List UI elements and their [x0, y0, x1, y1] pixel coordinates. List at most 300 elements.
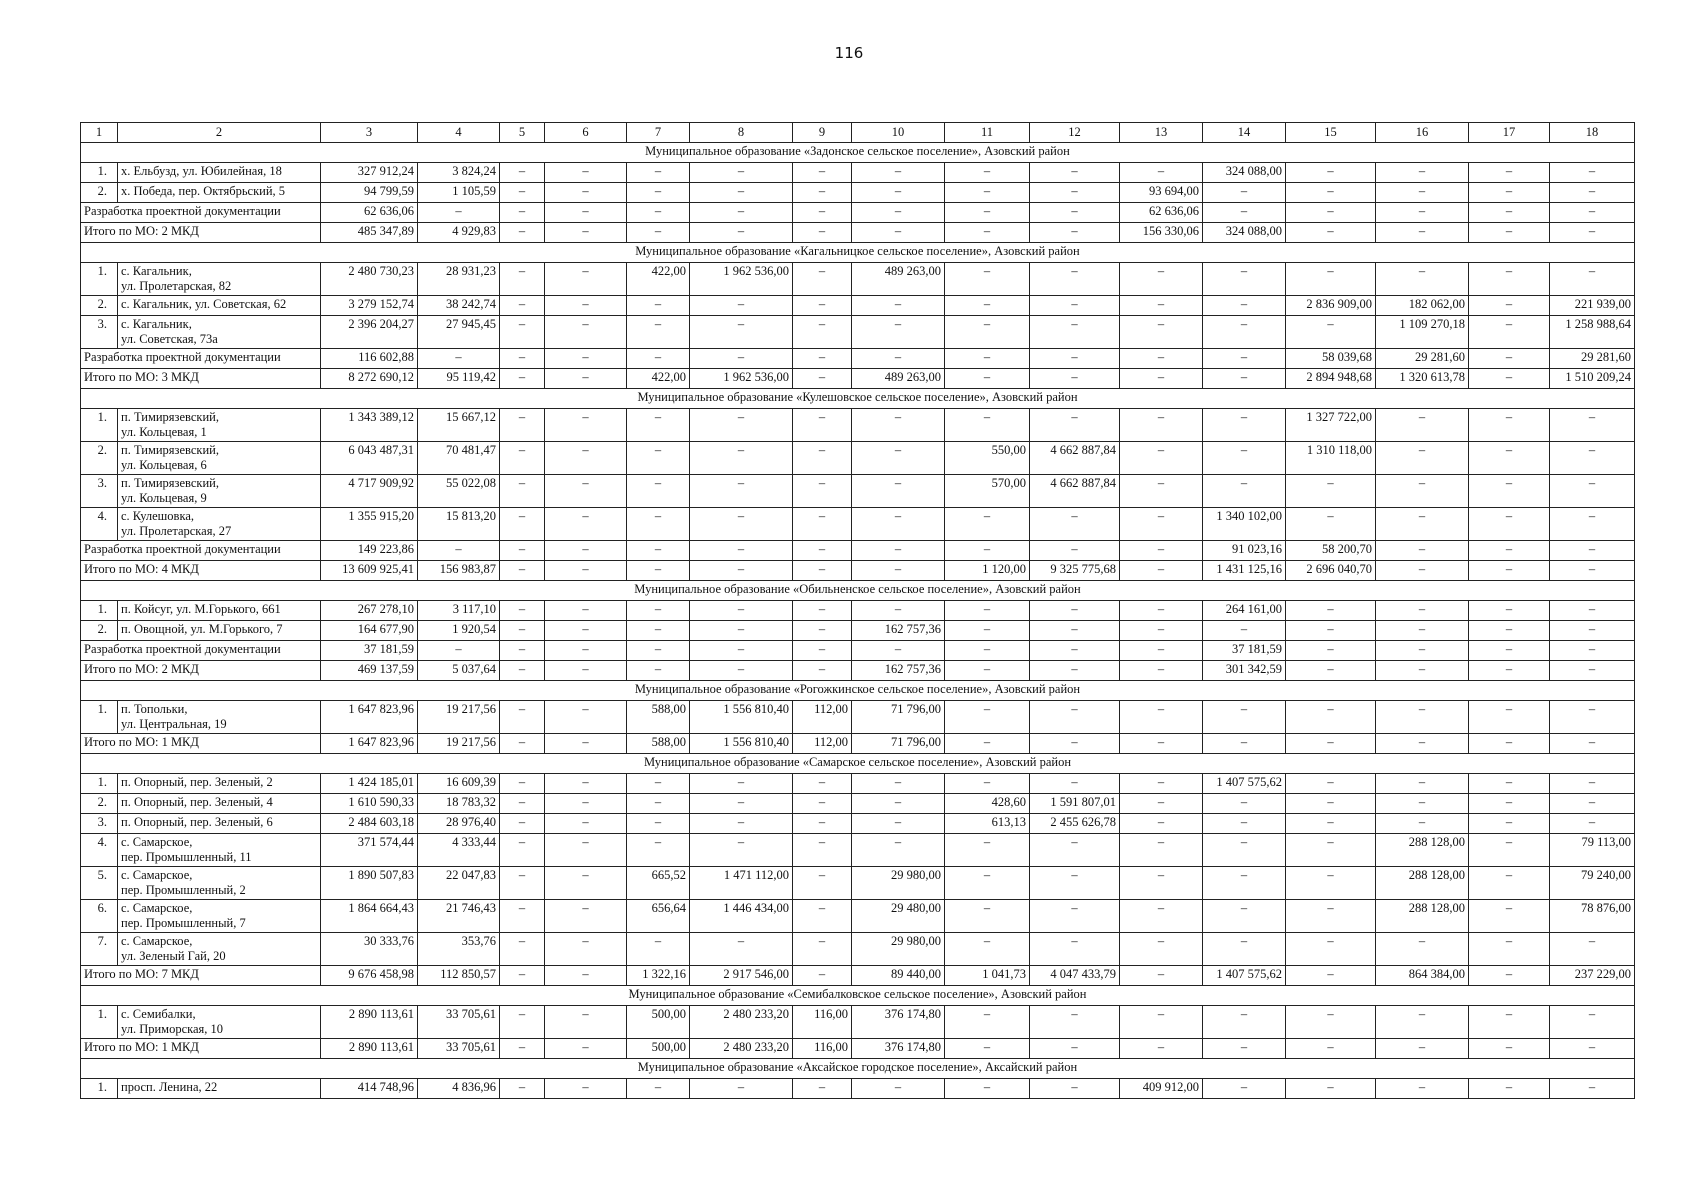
amount-cell: – [500, 263, 545, 296]
amount-cell: 3 279 152,74 [321, 296, 418, 316]
amount-cell: – [1030, 296, 1120, 316]
amount-cell: 1 407 575,62 [1203, 966, 1286, 986]
amount-cell: – [545, 475, 627, 508]
municipality-title: Муниципальное образование «Рогожкинское сельское поселение», Азовский район [81, 681, 1635, 701]
municipality-section-row [81, 986, 1635, 1006]
amount-cell: – [1286, 867, 1376, 900]
amount-cell: – [1203, 296, 1286, 316]
amount-cell: – [945, 508, 1030, 541]
amount-cell: – [500, 933, 545, 966]
amount-cell: 71 796,00 [852, 734, 945, 754]
amount-cell: – [690, 661, 793, 681]
amount-cell: – [1030, 661, 1120, 681]
amount-cell: 58 200,70 [1286, 541, 1376, 561]
amount-cell: 4 717 909,92 [321, 475, 418, 508]
amount-cell: – [1550, 661, 1635, 681]
summary-row [81, 223, 1635, 243]
building-row [81, 263, 1635, 296]
amount-cell: 1 120,00 [945, 561, 1030, 581]
amount-cell: – [1203, 1079, 1286, 1099]
amount-cell: – [1550, 621, 1635, 641]
amount-cell: – [793, 867, 852, 900]
amount-cell: – [627, 661, 690, 681]
amount-cell: – [793, 641, 852, 661]
column-number-header: 4 [418, 123, 500, 143]
amount-cell: – [1030, 621, 1120, 641]
amount-cell: – [690, 316, 793, 349]
amount-cell: – [1120, 1039, 1203, 1059]
amount-cell: 116,00 [793, 1006, 852, 1039]
amount-cell: – [1376, 1079, 1469, 1099]
amount-cell: 78 876,00 [1550, 900, 1635, 933]
row-number: 7. [81, 933, 118, 966]
amount-cell: – [545, 561, 627, 581]
amount-cell: – [1030, 1079, 1120, 1099]
amount-cell: – [690, 814, 793, 834]
amount-cell: – [793, 900, 852, 933]
amount-cell: – [945, 183, 1030, 203]
amount-cell: – [1030, 1039, 1120, 1059]
column-number-header: 15 [1286, 123, 1376, 143]
row-number: 5. [81, 867, 118, 900]
amount-cell: 33 705,61 [418, 1039, 500, 1059]
amount-cell: – [1376, 933, 1469, 966]
row-number: 2. [81, 296, 118, 316]
amount-cell: – [1469, 814, 1550, 834]
page-number: 116 [834, 44, 864, 62]
amount-cell: – [500, 661, 545, 681]
building-address: п. Овощной, ул. М.Горького, 7 [118, 621, 321, 641]
amount-cell: – [1203, 442, 1286, 475]
building-address: п. Топольки, ул. Центральная, 19 [118, 701, 321, 734]
amount-cell: – [1203, 369, 1286, 389]
amount-cell: – [690, 409, 793, 442]
amount-cell: – [1120, 541, 1203, 561]
amount-cell: – [1469, 1079, 1550, 1099]
amount-cell: 237 229,00 [1550, 966, 1635, 986]
amount-cell: 116,00 [793, 1039, 852, 1059]
amount-cell: – [627, 601, 690, 621]
amount-cell: 469 137,59 [321, 661, 418, 681]
amount-cell: 2 894 948,68 [1286, 369, 1376, 389]
amount-cell: 8 272 690,12 [321, 369, 418, 389]
building-address: с. Самарское, пер. Промышленный, 2 [118, 867, 321, 900]
amount-cell: 2 890 113,61 [321, 1039, 418, 1059]
amount-cell: – [1376, 203, 1469, 223]
amount-cell: – [1203, 794, 1286, 814]
amount-cell: – [627, 508, 690, 541]
amount-cell: 91 023,16 [1203, 541, 1286, 561]
amount-cell: – [1469, 349, 1550, 369]
amount-cell: – [545, 442, 627, 475]
amount-cell: – [1469, 641, 1550, 661]
amount-cell: – [1286, 263, 1376, 296]
amount-cell: 409 912,00 [1120, 1079, 1203, 1099]
amount-cell: – [793, 442, 852, 475]
amount-cell: – [1469, 296, 1550, 316]
amount-cell: 1 109 270,18 [1376, 316, 1469, 349]
amount-cell: – [1286, 834, 1376, 867]
amount-cell: – [1286, 900, 1376, 933]
amount-cell: – [545, 966, 627, 986]
row-number: 1. [81, 1079, 118, 1099]
amount-cell: 19 217,56 [418, 734, 500, 754]
amount-cell: – [500, 316, 545, 349]
amount-cell: – [1286, 316, 1376, 349]
amount-cell: – [1120, 794, 1203, 814]
amount-cell: – [500, 349, 545, 369]
amount-cell: – [1376, 561, 1469, 581]
amount-cell: – [852, 349, 945, 369]
amount-cell: – [945, 601, 1030, 621]
amount-cell: – [793, 661, 852, 681]
amount-cell: 55 022,08 [418, 475, 500, 508]
amount-cell: – [500, 734, 545, 754]
amount-cell: – [1286, 1039, 1376, 1059]
amount-cell: – [690, 349, 793, 369]
amount-cell: – [500, 183, 545, 203]
amount-cell: – [945, 163, 1030, 183]
row-number: 4. [81, 508, 118, 541]
amount-cell: – [1030, 774, 1120, 794]
amount-cell: – [690, 541, 793, 561]
amount-cell: – [690, 296, 793, 316]
amount-cell: – [1376, 621, 1469, 641]
amount-cell: – [1550, 814, 1635, 834]
amount-cell: 27 945,45 [418, 316, 500, 349]
amount-cell: 485 347,89 [321, 223, 418, 243]
amount-cell: 2 480 233,20 [690, 1039, 793, 1059]
amount-cell: – [852, 561, 945, 581]
building-address: с. Самарское, пер. Промышленный, 11 [118, 834, 321, 867]
amount-cell: – [1550, 508, 1635, 541]
amount-cell: – [1030, 641, 1120, 661]
housing-repair-table [80, 122, 1635, 1099]
amount-cell: – [1203, 933, 1286, 966]
amount-cell: – [793, 601, 852, 621]
amount-cell: – [1286, 774, 1376, 794]
building-row [81, 442, 1635, 475]
amount-cell: 112,00 [793, 734, 852, 754]
amount-cell: – [1203, 834, 1286, 867]
amount-cell: – [793, 163, 852, 183]
building-row [81, 834, 1635, 867]
amount-cell: – [1286, 601, 1376, 621]
amount-cell: – [1550, 442, 1635, 475]
amount-cell: – [627, 774, 690, 794]
column-number-header: 10 [852, 123, 945, 143]
building-row [81, 621, 1635, 641]
amount-cell: – [500, 834, 545, 867]
amount-cell: – [1203, 734, 1286, 754]
amount-cell: – [945, 349, 1030, 369]
amount-cell: – [500, 1006, 545, 1039]
building-address: п. Тимирязевский, ул. Кольцевая, 9 [118, 475, 321, 508]
amount-cell: 288 128,00 [1376, 834, 1469, 867]
amount-cell: – [545, 621, 627, 641]
building-row [81, 867, 1635, 900]
column-number-header: 9 [793, 123, 852, 143]
building-address: с. Кагальник, ул. Пролетарская, 82 [118, 263, 321, 296]
amount-cell: – [945, 409, 1030, 442]
amount-cell: – [1030, 316, 1120, 349]
amount-cell: – [500, 621, 545, 641]
row-number: 1. [81, 163, 118, 183]
amount-cell: 371 574,44 [321, 834, 418, 867]
amount-cell: 500,00 [627, 1006, 690, 1039]
amount-cell: – [1030, 508, 1120, 541]
amount-cell: 422,00 [627, 369, 690, 389]
amount-cell: – [500, 641, 545, 661]
amount-cell: 4 836,96 [418, 1079, 500, 1099]
municipality-section-row [81, 243, 1635, 263]
amount-cell: – [545, 369, 627, 389]
amount-cell: – [500, 867, 545, 900]
summary-label: Итого по МО: 2 МКД [81, 661, 321, 681]
summary-row [81, 203, 1635, 223]
amount-cell: – [793, 183, 852, 203]
amount-cell: 30 333,76 [321, 933, 418, 966]
amount-cell: – [418, 541, 500, 561]
amount-cell: – [500, 541, 545, 561]
amount-cell: 116 602,88 [321, 349, 418, 369]
amount-cell: 1 471 112,00 [690, 867, 793, 900]
building-row [81, 601, 1635, 621]
amount-cell: – [1376, 701, 1469, 734]
amount-cell: 327 912,24 [321, 163, 418, 183]
amount-cell: – [500, 442, 545, 475]
building-row [81, 316, 1635, 349]
amount-cell: 37 181,59 [1203, 641, 1286, 661]
amount-cell: 15 813,20 [418, 508, 500, 541]
amount-cell: – [1469, 701, 1550, 734]
amount-cell: 156 330,06 [1120, 223, 1203, 243]
amount-cell: 162 757,36 [852, 661, 945, 681]
summary-label: Разработка проектной документации [81, 203, 321, 223]
amount-cell: – [1550, 1079, 1635, 1099]
amount-cell: 1 041,73 [945, 966, 1030, 986]
amount-cell: – [1286, 475, 1376, 508]
amount-cell: – [1469, 966, 1550, 986]
amount-cell: 288 128,00 [1376, 900, 1469, 933]
amount-cell: 2 480 730,23 [321, 263, 418, 296]
amount-cell: – [793, 263, 852, 296]
amount-cell: – [627, 183, 690, 203]
amount-cell: – [1550, 794, 1635, 814]
amount-cell: – [852, 223, 945, 243]
municipality-section-row [81, 681, 1635, 701]
amount-cell: – [1286, 701, 1376, 734]
amount-cell: – [1469, 1039, 1550, 1059]
amount-cell: – [1469, 541, 1550, 561]
amount-cell: 4 333,44 [418, 834, 500, 867]
amount-cell: – [690, 183, 793, 203]
building-address: п. Опорный, пер. Зеленый, 6 [118, 814, 321, 834]
summary-label: Итого по МО: 1 МКД [81, 1039, 321, 1059]
amount-cell: – [793, 316, 852, 349]
column-number-header: 7 [627, 123, 690, 143]
building-address: с. Семибалки, ул. Приморская, 10 [118, 1006, 321, 1039]
amount-cell: 16 609,39 [418, 774, 500, 794]
row-number: 1. [81, 601, 118, 621]
amount-cell: – [1030, 409, 1120, 442]
amount-cell: 9 325 775,68 [1030, 561, 1120, 581]
amount-cell: – [1203, 203, 1286, 223]
amount-cell: 93 694,00 [1120, 183, 1203, 203]
amount-cell: – [1469, 508, 1550, 541]
amount-cell: – [1469, 867, 1550, 900]
amount-cell: – [1376, 814, 1469, 834]
amount-cell: – [793, 296, 852, 316]
municipality-section-row [81, 143, 1635, 163]
amount-cell: 656,64 [627, 900, 690, 933]
amount-cell: – [545, 900, 627, 933]
amount-cell: – [1376, 774, 1469, 794]
amount-cell: – [1469, 183, 1550, 203]
amount-cell: – [1286, 1079, 1376, 1099]
amount-cell: 1 510 209,24 [1550, 369, 1635, 389]
amount-cell: – [1469, 933, 1550, 966]
amount-cell: – [500, 794, 545, 814]
amount-cell: – [793, 203, 852, 223]
amount-cell: 182 062,00 [1376, 296, 1469, 316]
summary-label: Итого по МО: 3 МКД [81, 369, 321, 389]
amount-cell: – [545, 661, 627, 681]
amount-cell: – [627, 223, 690, 243]
amount-cell: – [1286, 183, 1376, 203]
amount-cell: – [1030, 867, 1120, 900]
amount-cell: – [852, 794, 945, 814]
amount-cell: – [793, 966, 852, 986]
amount-cell: 62 636,06 [1120, 203, 1203, 223]
amount-cell: 324 088,00 [1203, 223, 1286, 243]
building-address: п. Койсуг, ул. М.Горького, 661 [118, 601, 321, 621]
amount-cell: – [1120, 834, 1203, 867]
amount-cell: – [545, 316, 627, 349]
column-number-header: 13 [1120, 123, 1203, 143]
building-address: с. Кагальник, ул. Советская, 73а [118, 316, 321, 349]
amount-cell: – [418, 203, 500, 223]
amount-cell: – [1286, 641, 1376, 661]
amount-cell: – [1469, 900, 1550, 933]
summary-label: Итого по МО: 7 МКД [81, 966, 321, 986]
amount-cell: 264 161,00 [1203, 601, 1286, 621]
amount-cell: – [852, 163, 945, 183]
amount-cell: – [945, 1079, 1030, 1099]
amount-cell: – [1203, 183, 1286, 203]
summary-row [81, 561, 1635, 581]
amount-cell: – [945, 774, 1030, 794]
amount-cell: – [1469, 621, 1550, 641]
amount-cell: – [690, 933, 793, 966]
amount-cell: – [627, 561, 690, 581]
amount-cell: – [852, 316, 945, 349]
amount-cell: 4 662 887,84 [1030, 475, 1120, 508]
amount-cell: – [500, 900, 545, 933]
row-number: 2. [81, 183, 118, 203]
amount-cell: – [1376, 541, 1469, 561]
amount-cell: – [1550, 223, 1635, 243]
amount-cell: 489 263,00 [852, 263, 945, 296]
row-number: 1. [81, 1006, 118, 1039]
amount-cell: – [852, 203, 945, 223]
amount-cell: – [945, 661, 1030, 681]
amount-cell: – [1120, 774, 1203, 794]
municipality-title: Муниципальное образование «Задонское сельское поселение», Азовский район [81, 143, 1635, 163]
amount-cell: – [1120, 475, 1203, 508]
amount-cell: – [852, 475, 945, 508]
amount-cell: – [1286, 933, 1376, 966]
municipality-section-row [81, 754, 1635, 774]
amount-cell: – [1120, 814, 1203, 834]
building-row [81, 409, 1635, 442]
amount-cell: 2 396 204,27 [321, 316, 418, 349]
column-number-header: 5 [500, 123, 545, 143]
amount-cell: – [1203, 263, 1286, 296]
amount-cell: – [500, 966, 545, 986]
amount-cell: – [1469, 163, 1550, 183]
amount-cell: – [1030, 223, 1120, 243]
amount-cell: – [945, 316, 1030, 349]
amount-cell: – [1030, 349, 1120, 369]
amount-cell: – [1550, 734, 1635, 754]
amount-cell: – [1286, 966, 1376, 986]
amount-cell: – [1120, 966, 1203, 986]
building-row [81, 933, 1635, 966]
amount-cell: 1 647 823,96 [321, 701, 418, 734]
amount-cell: – [852, 601, 945, 621]
amount-cell: – [1030, 933, 1120, 966]
row-number: 4. [81, 834, 118, 867]
amount-cell: 29 480,00 [852, 900, 945, 933]
amount-cell: – [500, 475, 545, 508]
amount-cell: 324 088,00 [1203, 163, 1286, 183]
amount-cell: – [690, 475, 793, 508]
amount-cell: – [690, 442, 793, 475]
amount-cell: – [545, 1079, 627, 1099]
row-number: 3. [81, 316, 118, 349]
amount-cell: – [627, 641, 690, 661]
amount-cell: 58 039,68 [1286, 349, 1376, 369]
amount-cell: – [793, 561, 852, 581]
amount-cell: 13 609 925,41 [321, 561, 418, 581]
amount-cell: 2 484 603,18 [321, 814, 418, 834]
row-number: 1. [81, 701, 118, 734]
amount-cell: – [500, 369, 545, 389]
amount-cell: – [1203, 867, 1286, 900]
building-row [81, 794, 1635, 814]
amount-cell: 221 939,00 [1550, 296, 1635, 316]
amount-cell: 28 931,23 [418, 263, 500, 296]
amount-cell: – [1203, 409, 1286, 442]
amount-cell: – [545, 409, 627, 442]
amount-cell: – [1286, 734, 1376, 754]
amount-cell: 15 667,12 [418, 409, 500, 442]
amount-cell: – [945, 834, 1030, 867]
amount-cell: – [545, 933, 627, 966]
amount-cell: – [1376, 508, 1469, 541]
amount-cell: 2 696 040,70 [1286, 561, 1376, 581]
amount-cell: – [852, 834, 945, 867]
amount-cell: 6 043 487,31 [321, 442, 418, 475]
amount-cell: – [1469, 409, 1550, 442]
amount-cell: 414 748,96 [321, 1079, 418, 1099]
amount-cell: – [793, 794, 852, 814]
amount-cell: – [1376, 223, 1469, 243]
amount-cell: – [545, 183, 627, 203]
amount-cell: – [1120, 661, 1203, 681]
amount-cell: – [1469, 442, 1550, 475]
